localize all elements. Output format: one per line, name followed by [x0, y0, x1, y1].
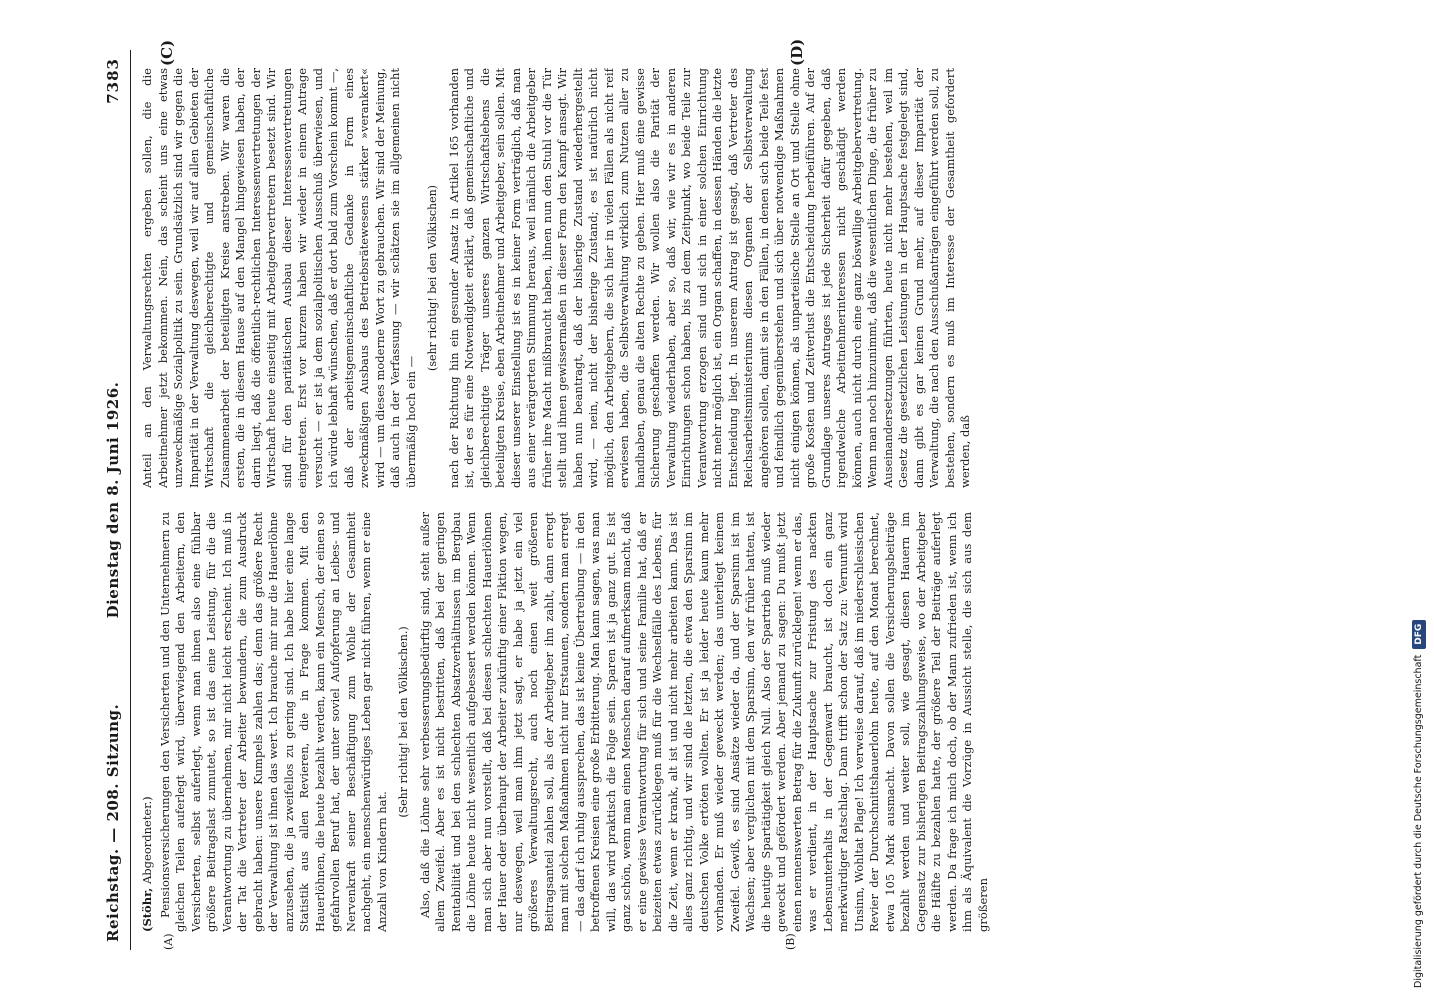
paragraph: nach der Richtung hin ein gesunder Ansatz in Artikel 165 vorhanden ist, der es für eine Notwendigkeit erklärt, daß gemeinschaftliche und gleichberechtigte Träger unseres ganzen Wirtschaftslebens die beteiligten Kreise, eben Arbeitnehmer und Arbeitgeber, sein sollen. Mit dieser unserer Einstellung ist es in keiner Form verträglich, daß man aus einer verärgerten Stimmung heraus, weil nämlich die Arbeitgeber früher ihre Macht mißbraucht haben, ihnen nun den Stuhl vor die Tür stellt und ihnen gewissermaßen in dieser Form den Kampf ansagt. Wir haben nun beantragt, daß der bisherige Zustand wiederhergestellt wird, — nein, nicht der bisherige Zustand; es ist natürlich nicht möglich, den Arbeitgebern, die sich hier in vielen Fällen als nicht reif erwiesen haben, die Selbstverwaltung wirklich zum Nutzen aller zu handhaben, genau die alten Rechte zu geben. Hier muß eine gewisse Sicherung geschaffen werden. Wir wollen also die Parität der Verwaltung wiederhaben, aber so, daß wir, wie wir es in anderen Einrichtungen schon haben, bis zu dem Zeitpunkt, wo beide Teile zur Verantwortung erzogen sind und sich in einer solchen Einrichtung nicht mehr möglich ist, ein Organ schaffen, in dessen Händen die letzte Entscheidung liegt. In unserem Antrag ist gesagt, daß Vertreter des Reichsarbeitsministeriums diesen Organen der Selbstverwaltung angehören sollen, damit sie in den Fällen, in denen sich beide Teile fest und feindlich gegenüberstehen und sich über notwendige Maßnahmen nicht einigen können, als unparteiische Stelle an Ort und Stelle ohne große Kosten und Zeitverlust die Entscheidung herbeiführen. Auf der Grundlage unseres Antrages ist jede Sicherheit dafür gegeben, daß irgendwelche Arbeitnehmerinteressen nicht geschädigt werden können, auch nicht durch eine ganz böswillige Arbeitgebervertretung. Wenn man noch hinzunimmt, daß die wesentlichen Dinge, die früher zu Auseinandersetzungen führten, heute nicht mehr bestehen, weil im Gesetz die gesetzlichen Leistungen in der Hauptsache festgelegt sind, dann gibt es gar keinen Grund mehr, auf dieser Imparität der Verwaltung, die nach den Ausschußanträgen eingeführt werden soll, zu bestehen, sondern es muß im Interesse der Gesamtheit gefordert werden, daß	[446, 68, 972, 488]
speaker-line	[140, 512, 156, 932]
paragraph: Pensionsversicherungen den Versicherten und den Unternehmern zu gleichen Teilen auferlegt wird, übervwiegend den Arbeitern, den Versicherten, selbst auferlegt, wenn man ihnen also eine fühlbar größere Beitragslast zumutet, so ist das eine Leistung, für die die Verantwortung zu übernehmen, mir nicht leicht erscheint. Ich muß in der Tat die Vertreter der Arbeiter bewundern, die zum Ausdruck gebracht haben: unsere Kumpels zahlen das; denn das größere Recht der Verwaltung ist ihnen das wert. Ich brauche mir nur die Hauerlöhne anzusehen, die ja zweifellos zu gering sind. Ich habe hier eine lange Statistik aus allen Revieren, die in Frage kommen. Mit den Hauerlöhnen, die heute bezahlt werden, kann ein Mensch, der einen so gefahrvollen Beruf hat, der unter soviel Aufopferung an Leibes- und Nervenkraft seiner Beschäftigung zum Wohle der Gesamtheit nachgeht, ein menschenwürdiges Leben gar nicht führen, wenn er eine Anzahl von Kindern hat.	[157, 512, 389, 932]
page-header	[96, 50, 130, 950]
page-number: 7383	[104, 58, 122, 104]
dfg-logo: DFG	[1412, 620, 1426, 649]
header-date: Dienstag den 8. Juni 1926.	[104, 381, 122, 619]
interjection: (sehr richtig! bei den Völkischen)	[426, 185, 439, 371]
paragraph: Anteil an den Verwaltungsrechten ergeben sollen, die die Arbeitnehmer jetzt bekommen. Nein, das scheint uns eine etwas unzweckmäßige Sozialpolitik zu sein. Grundsätzlich sind wir gegen die Imparität in der Verwaltung deswegen, weil wir auf allen Gebieten der Wirtschaft die gleichberechtigte und gemeinschaftliche Zusammenarbeit der beteiligten Kreise anstreben. Wir waren die ersten, die in diesem Hause auf den Mangel hingewiesen haben, der darin liegt, daß die öffentlich-rechtlichen Interessenvertretungen der Wirtschaft heute einseitig mit Arbeitgebervertretern besetzt sind. Wir sind für den paritätischen Ausbau dieser Interessenvertretungen eingetreten. Erst vor kurzem haben wir wieder in einem Antrage versucht — er ist ja dem sozialpolitischen Ausschuß überwiesen, und ich würde lebhaft wünschen, daß er dort bald zum Vorschein kommt —, daß der arbeitsgemeinschaftliche Gedanke in Form eines zweckmäßigen Ausbaus des Betriebsrätewesens stärker »verankert« wird — um dieses moderne Wort zu gebrauchen. Wir sind der Meinung, daß auch in der Verfassung — wir schätzen sie im allgemeinen nicht übermäßig hoch ein —	[140, 68, 418, 488]
interjection: (Sehr richtig! bei den Völkischen.)	[397, 626, 410, 818]
header-rule	[130, 50, 131, 950]
margin-marker-c: (C)	[158, 39, 176, 66]
left-column	[140, 512, 1402, 932]
margin-marker-a: (A)	[162, 933, 175, 950]
document-page	[96, 38, 1416, 950]
digitization-stamp	[1411, 508, 1427, 988]
margin-marker-d: (D)	[788, 38, 806, 66]
speaker-role: Abgeordneter.)	[140, 796, 154, 885]
header-session: Reichstag. — 208. Sitzung.	[104, 703, 122, 942]
right-column	[140, 68, 1402, 488]
margin-marker-b: (B)	[784, 933, 797, 950]
speaker-name: (Stöhr,	[140, 887, 154, 932]
paragraph: Also, daß die Löhne sehr verbesserungsbedürftig sind, steht außer allem Zweifel. Aber es ist nicht bestritten, daß bei der geringen Rentabilität und bei den schlechten Absatzverhältnissen im Bergbau die Löhne heute nicht wesentlich aufgebessert werden können. Wenn man sich aber nun vorstellt, daß bei diesen schlechten Hauerlöhnen der Hauer oder überhaupt der Arbeiter zukünftig einer Fiktion wegen, nur deswegen, weil man ihm jetzt sagt, er habe ja jetzt ein viel größeres Verwaltungsrecht, auch noch einen weit größeren Beitragsanteil zahlen soll, als der Arbeitgeber ihn zahlt, dann erregt man mit solchen Maßnahmen nicht nur Erstaunen, sondern man erregt — das darf ich ruhig aussprechen, das ist keine Übertreibung — in den betroffenen Kreisen eine große Erbitterung. Man kann sagen, was man will, das wird praktisch die Folge sein. Sparen ist ja ganz gut. Es ist ganz schön, wenn man einen Menschen darauf aufmerksam macht, daß er eine gewisse Verantwortung für sich und seine Familie hat, daß er beizeiten etwas zurücklegen muß für die Wechselfälle des Lebens, für die Zeit, wenn er krank, alt ist und nicht mehr arbeiten kann. Das ist alles ganz richtig, und wir sind die letzten, die etwa den Sparsinn im deutschen Volke ertöten wollten. Er ist ja leider heute kaum mehr vorhanden. Er muß wieder geweckt werden; das unterliegt keinem Zweifel. Gewiß, es sind Ansätze wieder da, und der Sparsinn ist im Wachsen; aber verglichen mit dem Sparsinn, den wir früher hatten, ist die heutige Spartätigkeit gleich Null. Also der Spartrieb muß wieder geweckt und gefördert werden. Aber jemand zu sagen: Du mußt jetzt einen nennenswerten Betrag für die Zukunft zurücklegen! wenn er das, was er verdient, in der Hauptsache zur Fristung des nackten Lebensunterhalts in der Gegenwart braucht, ist doch ein ganz merkwürdiger Ratschlag. Dann trifft schon der Satz zu: Vernunft wird Unsinn, Wohltat Plage! Ich verweise darauf, daß im niederschlesischen Revier der Durchschnittshauerlohn heute, auf den Monat berechnet, etwa 105 Mark ausmacht. Davon sollen die Versicherungsbeiträge bezahlt werden und weiter soll, wie gesagt, diesen Hauern im Gegensatz zur bisherigen Beitragszahlungsweise, wo der Arbeitgeber die Hälfte zu bezahlen hatte, der größere Teil der Beiträge auferlegt werden. Da frage ich mich doch, ob der Mann zufrieden ist, wenn ich ihm als Äquivalent die Vorzüge in Aussicht stelle, die sich aus dem größeren	[417, 512, 990, 932]
digitization-text: Digitalisierung gefördert durch die Deutsche Forschungsgemeinschaft	[1413, 654, 1424, 988]
